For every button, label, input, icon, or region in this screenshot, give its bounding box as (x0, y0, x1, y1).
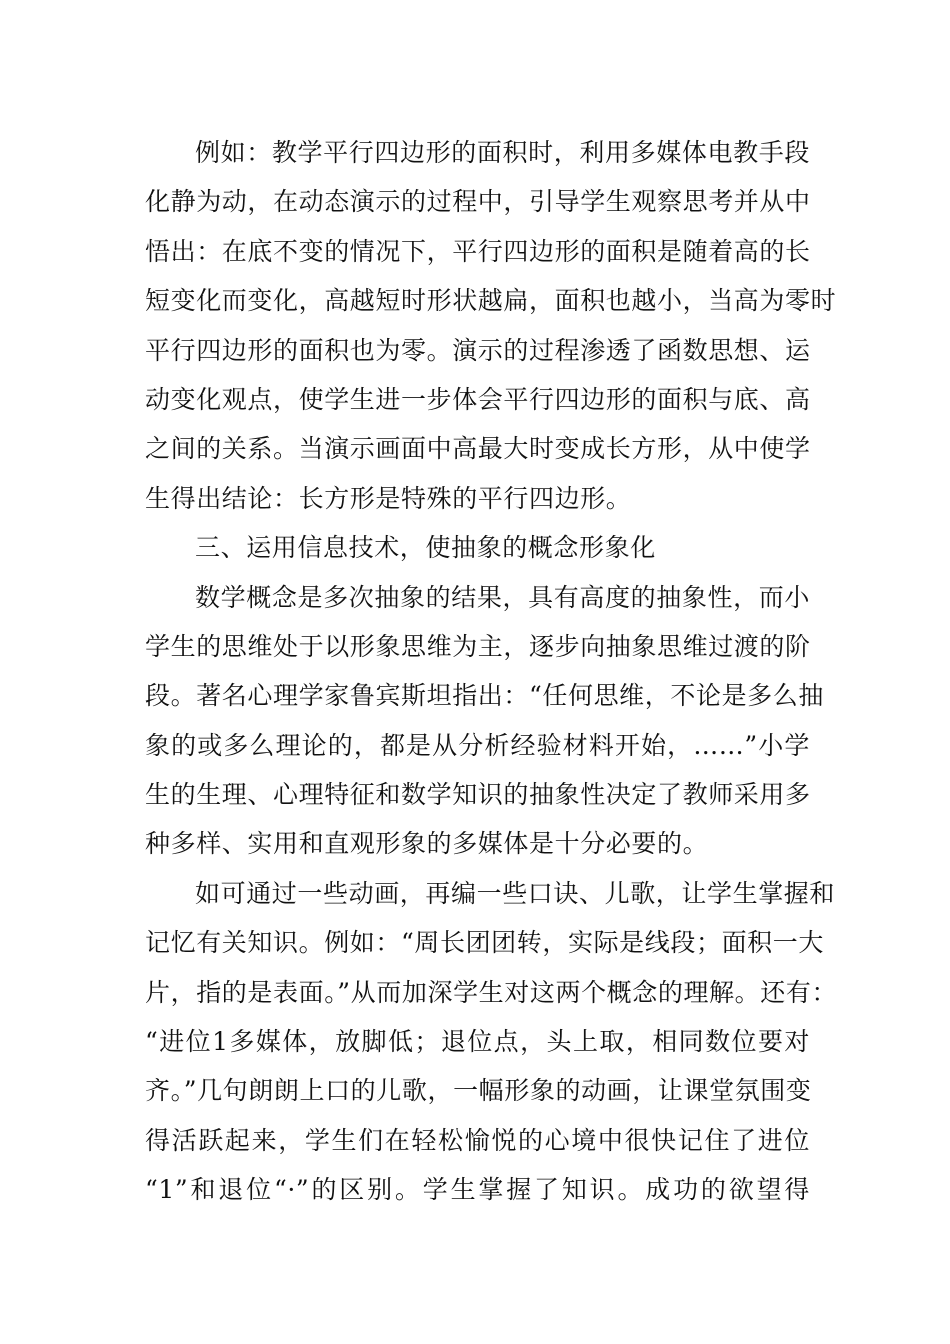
paragraph-2-line-1: 数学概念是多次抽象的结果，具有高度的抽象性，而小 (195, 582, 810, 612)
paragraph-1-line-6: 动变化观点，使学生进一步体会平行四边形的面积与底、高 (145, 384, 811, 414)
paragraph-3-line-4: “进位1多媒体，放脚低；退位点，头上取，相同数位要对 (145, 1027, 810, 1057)
paragraph-3-line-2: 记忆有关知识。例如：“周长团团转，实际是线段；面积一大 (145, 928, 824, 958)
paragraph-1-line-4: 短变化而变化，高越短时形状越扁，面积也越小，当高为零时 (145, 286, 837, 316)
paragraph-3-line-5: 齐。”几句朗朗上口的儿歌，一幅形象的动画，让课堂氛围变 (145, 1076, 812, 1106)
paragraph-1-line-3: 悟出：在底不变的情况下，平行四边形的面积是随着高的长 (145, 236, 811, 266)
paragraph-2-line-5: 生的生理、心理特征和数学知识的抽象性决定了教师采用多 (145, 780, 811, 810)
paragraph-3-line-3: 片，指的是表面。”从而加深学生对这两个概念的理解。还有： (145, 977, 838, 1007)
paragraph-1-line-7: 之间的关系。当演示画面中高最大时变成长方形，从中使学 (145, 434, 811, 464)
paragraph-3-line-6: 得活跃起来，学生们在轻松愉悦的心境中很快记住了进位 (145, 1125, 810, 1155)
document-page (145, 128, 838, 1215)
paragraph-2-line-3: 段。著名心理学家鲁宾斯坦指出：“任何思维，不论是多么抽 (145, 681, 824, 711)
paragraph-1-line-1: 例如：教学平行四边形的面积时，利用多媒体电教手段 (195, 138, 810, 167)
paragraph-1-line-5: 平行四边形的面积也为零。演示的过程渗透了函数思想、运 (145, 335, 811, 365)
paragraph-1-line-2: 化静为动，在动态演示的过程中，引导学生观察思考并从中 (145, 187, 811, 217)
paragraph-1-line-8: 生得出结论：长方形是特殊的平行四边形。 (145, 483, 632, 513)
paragraph-2-line-4: 象的或多么理论的，都是从分析经验材料开始，……”小学 (145, 730, 810, 760)
section-heading: 三、运用信息技术，使抽象的概念形象化 (195, 533, 656, 563)
paragraph-3-line-1: 如可通过一些动画，再编一些口诀、儿歌，让学生掌握和 (195, 878, 836, 908)
paragraph-2-line-6: 种多样、实用和直观形象的多媒体是十分必要的。 (145, 829, 709, 859)
paragraph-2-line-2: 学生的思维处于以形象思维为主，逐步向抽象思维过渡的阶 (145, 631, 811, 661)
paragraph-3-line-7: “1”和退位“·”的区别。学生掌握了知识。成功的欲望得 (145, 1175, 810, 1205)
